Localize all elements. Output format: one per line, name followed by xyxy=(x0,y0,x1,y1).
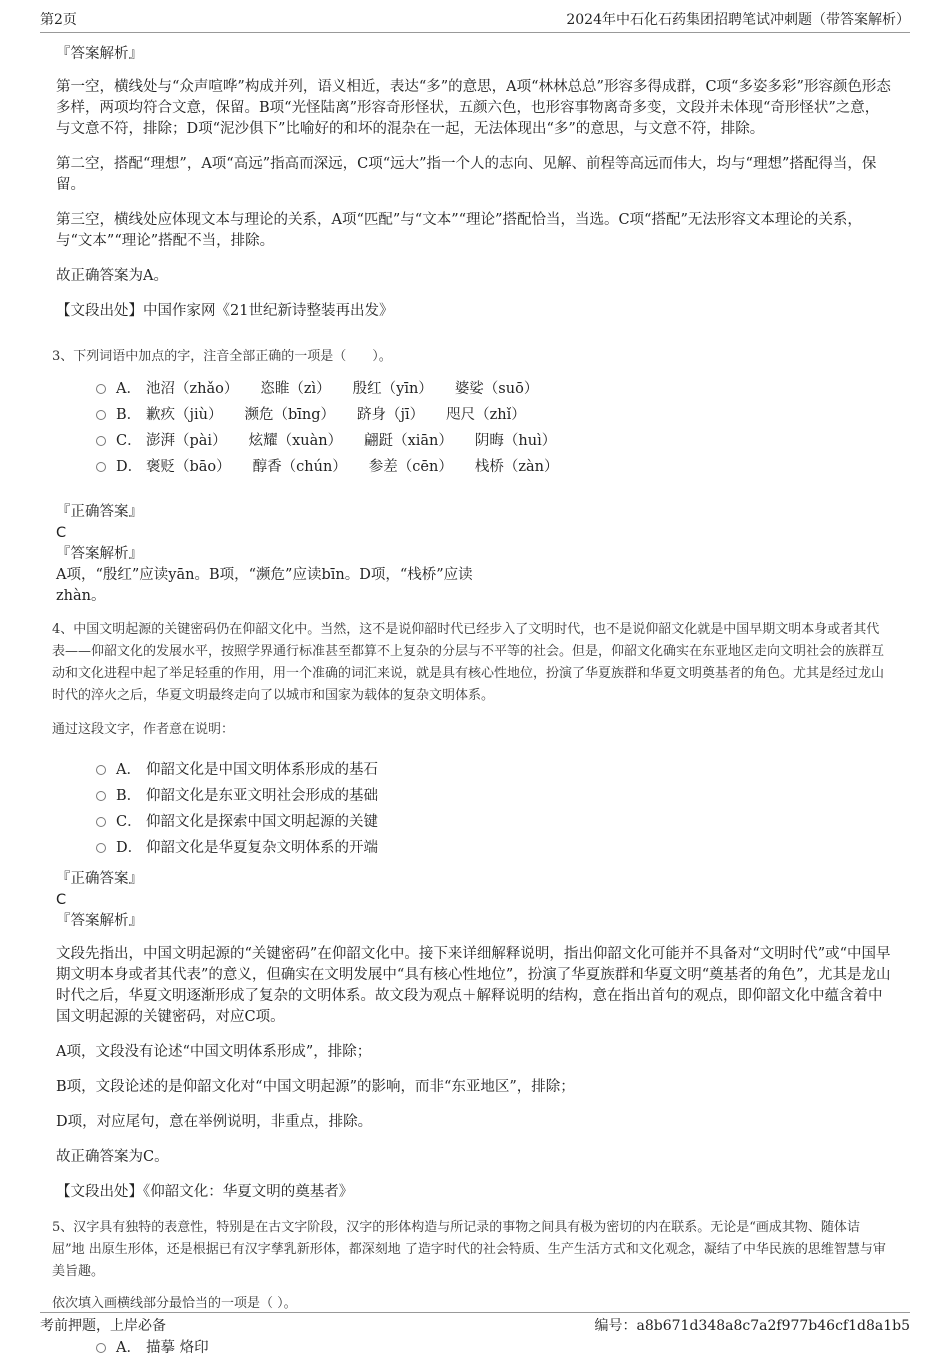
q2-source: 【文段出处】中国作家网《21世纪新诗整装再出发》 xyxy=(56,303,394,319)
q4-options xyxy=(96,755,892,859)
q3-correct-label: 『正确答案』 xyxy=(56,504,143,520)
q2-conclusion: 故正确答案为A。 xyxy=(56,268,168,284)
document-id: 编号：a8b671d348a8c7a2f977b46cf1d8a1b5 xyxy=(594,1318,910,1334)
option-label: C． xyxy=(116,813,142,830)
option-label: A． xyxy=(116,380,141,397)
option-word: 醇香（chún） xyxy=(252,458,347,475)
q5-prompt: 依次填入画横线部分最恰当的一项是（ ）。 xyxy=(52,1296,297,1311)
radio-icon[interactable] xyxy=(96,410,106,420)
option-text: 仰韶文化是中国文明体系形成的基石 xyxy=(146,761,378,778)
q5-question: 5、汉字具有独特的表意性，特别是在古文字阶段，汉字的形体构造与所记录的事物之间具有极为密切的内在联系。无论是“画成其物、随体诘屈”地 出原生形体，还是根据已有汉字孳乳新形体，都深刻地 了造字时代的社会特质、生产生活方式和文化观念，凝结了中华民族的思维智慧与审美旨趣。 xyxy=(52,1220,886,1279)
page-header xyxy=(40,6,910,33)
document-body xyxy=(52,44,892,1369)
option-text: 描摹 烙印 xyxy=(146,1339,209,1356)
q4-option-c[interactable] xyxy=(96,807,892,833)
q3-question: 3、下列词语中加点的字，注音全部正确的一项是（ ）。 xyxy=(52,349,392,364)
q3-analysis-line-1: A项，“殷红”应读yān。B项，“濒危”应读bīn。D项，“栈桥”应读 xyxy=(56,567,473,583)
footer-slogan: 考前押题，上岸必备 xyxy=(40,1318,166,1334)
option-word: 濒危（bīng） xyxy=(244,406,336,423)
radio-icon[interactable] xyxy=(96,765,106,775)
q4-analysis-para-1: 文段先指出，中国文明起源的“关键密码”在仰韶文化中。接下来详细解释说明，指出仰韶文化可能并不具备对“文明时代”或“中国早期文明本身或者其代表”的意义，但确实在文明发展中“具有核心性地位”，扮演了华夏族群和华夏文明“奠基者的角色”，尤其是龙山时代之后，华夏文明逐渐形成了复杂的文明体系。故文段为观点＋解释说明的结构，意在指出首句的观点，即仰韶文化中蕴含着中国文明起源的关键密码，对应C项。 xyxy=(56,946,891,1025)
radio-icon[interactable] xyxy=(96,384,106,394)
option-label: B． xyxy=(116,787,142,804)
q4-question: 4、中国文明起源的关键密码仍在仰韶文化中。当然，这不是说仰韶时代已经步入了文明时代，也不是说仰韶文化就是中国早期文明本身或者其代表——仰韶文化的发展水平，按照学界通行标准甚至都算不上复杂的分层与不平等的社会。但是，仰韶文化确实在东亚地区走向文明社会的族群互动和文化进程中起了举足轻重的作用，用一个准确的词汇来说，就是具有核心性地位，扮演了华夏族群和华夏文明奠基者的角色。尤其是经过龙山时代的淬火之后，华夏文明最终走向了以城市和国家为载体的复杂文明体系。 xyxy=(52,622,885,703)
q3-option-b[interactable] xyxy=(96,400,892,426)
q4-source: 【文段出处】《仰韶文化：华夏文明的奠基者》 xyxy=(56,1184,354,1200)
option-word: 歉疚（jiù） xyxy=(146,406,223,423)
document-title: 2024年中石化石药集团招聘笔试冲刺题（带答案解析） xyxy=(566,12,910,28)
q4-prompt: 通过这段文字，作者意在说明： xyxy=(52,722,235,737)
option-word: 跻身（jī） xyxy=(357,406,425,423)
q4-option-a[interactable] xyxy=(96,755,892,781)
option-text: 仰韶文化是探索中国文明起源的关键 xyxy=(146,813,378,830)
option-word: 褒贬（bāo） xyxy=(146,458,231,475)
option-label: D． xyxy=(116,458,143,475)
option-word: 婆娑（suō） xyxy=(454,380,539,397)
option-word: 池沼（zhǎo） xyxy=(146,380,239,397)
option-word: 澎湃（pài） xyxy=(146,432,227,449)
q3-correct-answer: C xyxy=(56,525,67,541)
option-word: 恣睢（zì） xyxy=(260,380,331,397)
option-label: D． xyxy=(116,839,143,856)
q3-options xyxy=(96,374,892,478)
option-word: 翩跹（xiān） xyxy=(364,432,453,449)
option-text: 仰韶文化是华夏复杂文明体系的开端 xyxy=(146,839,378,856)
q2-analysis-para-2: 第二空，搭配“理想”，A项“高远”指高而深远，C项“远大”指一个人的志向、见解、前程等高远而伟大，均与“理想”搭配得当，保留。 xyxy=(56,156,877,193)
q4-analysis-label: 『答案解析』 xyxy=(56,913,143,929)
q4-analysis-para-3: B项，文段论述的是仰韶文化对“中国文明起源”的影响，而非“东亚地区”，排除； xyxy=(56,1079,575,1095)
option-word: 栈桥（zàn） xyxy=(474,458,559,475)
option-label: B． xyxy=(116,406,142,423)
option-text: 仰韶文化是东亚文明社会形成的基础 xyxy=(146,787,378,804)
page-footer xyxy=(40,1312,910,1337)
q4-analysis-para-4: D项，对应尾句，意在举例说明，非重点，排除。 xyxy=(56,1114,373,1130)
q3-option-a[interactable] xyxy=(96,374,892,400)
q3-option-d[interactable] xyxy=(96,452,892,478)
option-word: 殷红（yīn） xyxy=(352,380,433,397)
option-word: 参差（cēn） xyxy=(368,458,453,475)
q4-correct-label: 『正确答案』 xyxy=(56,871,143,887)
q4-conclusion: 故正确答案为C。 xyxy=(56,1149,169,1165)
radio-icon[interactable] xyxy=(96,791,106,801)
option-label: A． xyxy=(116,1339,141,1356)
q2-analysis-para-3: 第三空，横线处应体现文本与理论的关系，A项“匹配”与“文本”“理论”搭配恰当，当选。C项“搭配”无法形容文本理论的关系，与“文本”“理论”搭配不当，排除。 xyxy=(56,212,862,249)
q3-analysis-label: 『答案解析』 xyxy=(56,546,143,562)
q2-analysis-label: 『答案解析』 xyxy=(56,46,143,62)
option-word: 阴晦（huì） xyxy=(474,432,557,449)
radio-icon[interactable] xyxy=(96,462,106,472)
option-label: A． xyxy=(116,761,141,778)
option-word: 咫尺（zhǐ） xyxy=(446,406,526,423)
q4-option-b[interactable] xyxy=(96,781,892,807)
q4-option-d[interactable] xyxy=(96,833,892,859)
q3-analysis-line-2: zhàn。 xyxy=(56,588,106,604)
q4-correct-answer: C xyxy=(56,892,67,908)
q4-analysis-para-2: A项，文段没有论述“中国文明体系形成”，排除； xyxy=(56,1044,372,1060)
page-number: 第2页 xyxy=(40,12,77,28)
option-label: C． xyxy=(116,432,142,449)
radio-icon[interactable] xyxy=(96,436,106,446)
radio-icon[interactable] xyxy=(96,817,106,827)
radio-icon[interactable] xyxy=(96,843,106,853)
q3-option-c[interactable] xyxy=(96,426,892,452)
q2-analysis-para-1: 第一空，横线处与“众声喧哗”构成并列，语义相近，表达“多”的意思，A项“林林总总”形容多得成群，C项“多姿多彩”形容颜色形态多样，两项均符合文意，保留。B项“光怪陆离”形容奇形怪状，五颜六色，也形容事物离奇多变，文段并未体现“奇形怪状”之意，与文意不符，排除；D项“泥沙俱下”比喻好的和坏的混杂在一起，无法体现出“多”的意思，与文意不符，排除。 xyxy=(56,79,891,137)
option-word: 炫耀（xuàn） xyxy=(248,432,343,449)
